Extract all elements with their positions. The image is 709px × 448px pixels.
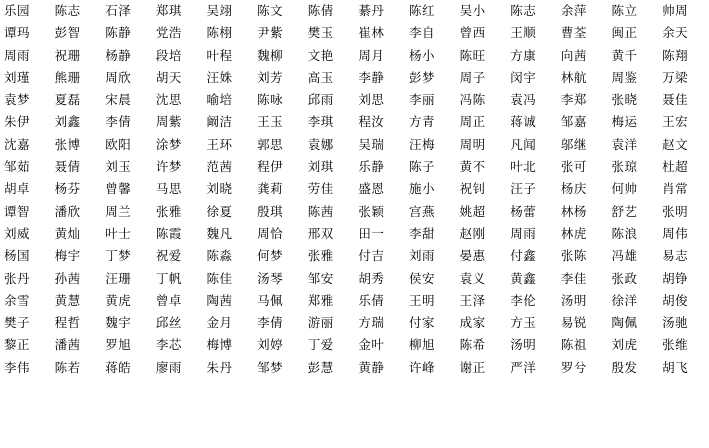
name-cell: 聂佳: [662, 92, 689, 108]
name-cell: 金叶: [358, 337, 385, 353]
name-cell: 袁梦: [4, 92, 31, 108]
name-cell: 邹茹: [4, 159, 31, 175]
name-cell: 周兰: [105, 203, 132, 219]
name-cell: 沈思: [155, 92, 182, 108]
name-cell: 方瑞: [358, 315, 385, 331]
name-cell: 付吉: [358, 248, 385, 264]
name-cell: 谭智: [4, 203, 31, 219]
name-cell: 罗旭: [105, 337, 132, 353]
name-cell: 汪梅: [409, 136, 436, 152]
name-cell: 马佩: [257, 292, 284, 308]
name-cell: 黄静: [358, 359, 385, 375]
name-cell: 付家: [409, 315, 436, 331]
name-cell: 谢正: [459, 359, 486, 375]
name-cell: 陈立: [611, 3, 638, 18]
name-cell: 汤驰: [662, 315, 689, 331]
name-cell: 周正: [459, 114, 486, 130]
name-cell: 涂梦: [155, 136, 182, 152]
name-cell: 乐园: [4, 3, 31, 18]
name-cell: 叶士: [105, 225, 132, 241]
name-cell: 杨小: [409, 47, 436, 63]
name-cell: 冯雄: [611, 248, 638, 264]
name-cell: 郭思: [257, 136, 284, 152]
name-cell: 易锐: [560, 315, 587, 331]
name-cell: 汪子: [510, 181, 537, 197]
name-cell: 朱伊: [4, 114, 31, 130]
name-cell: 胡卓: [4, 181, 31, 197]
name-cell: 舒艺: [611, 203, 638, 219]
name-cell: 丁帆: [155, 270, 182, 286]
name-cell: 黄慧: [54, 292, 81, 308]
name-cell: 赵文: [662, 136, 689, 152]
name-cell: 陶佩: [611, 315, 638, 331]
name-cell: 郑雅: [307, 292, 334, 308]
name-cell: 李静: [358, 69, 385, 85]
name-cell: 陈茜: [307, 203, 334, 219]
name-cell: 刘瑾: [4, 69, 31, 85]
name-cell: 余萍: [560, 3, 587, 18]
name-cell: 胡铮: [662, 270, 689, 286]
name-cell: 黄千: [611, 47, 638, 63]
name-cell: 胡秀: [358, 270, 385, 286]
name-cell: 杨芬: [54, 181, 81, 197]
name-cell: 李丽: [409, 92, 436, 108]
name-cell: 曾卓: [155, 292, 182, 308]
name-cell: 张晓: [611, 92, 638, 108]
name-cell: 邱丝: [155, 315, 182, 331]
name-cell: 吴翊: [206, 3, 233, 18]
name-cell: 祝钊: [459, 181, 486, 197]
name-cell: 陶茜: [206, 292, 233, 308]
name-cell: 陈咏: [257, 92, 284, 108]
name-cell: 付鑫: [510, 248, 537, 264]
name-cell: 陈旺: [459, 47, 486, 63]
name-cell: 朱丹: [206, 359, 233, 375]
name-cell: 陈红: [409, 3, 436, 18]
name-cell: 王环: [206, 136, 233, 152]
name-cell: 周伟: [662, 225, 689, 241]
name-cell: 石泽: [105, 3, 132, 18]
name-cell: 杨蕾: [510, 203, 537, 219]
name-cell: 徐夏: [206, 203, 233, 219]
name-cell: 魏柳: [257, 47, 284, 63]
name-cell: 胡俊: [662, 292, 689, 308]
name-cell: 严洋: [510, 359, 537, 375]
name-cell: 晏惠: [459, 248, 486, 264]
name-cell: 李伦: [510, 292, 537, 308]
name-cell: 周雨: [510, 225, 537, 241]
name-cell: 刘威: [4, 225, 31, 241]
name-cell: 龚莉: [257, 181, 284, 197]
name-cell: 凡闻: [510, 136, 537, 152]
name-cell: 孙茜: [54, 270, 81, 286]
name-cell: 张丹: [4, 270, 31, 286]
name-cell: 程汝: [358, 114, 385, 130]
name-cell: 李甜: [409, 225, 436, 241]
name-cell: 刘琪: [307, 159, 334, 175]
name-cell: 方康: [510, 47, 537, 63]
name-cell: 丁梦: [105, 248, 132, 264]
name-cell: 王明: [409, 292, 436, 308]
name-cell: 黄不: [459, 159, 486, 175]
name-cell: 周鉴: [611, 69, 638, 85]
name-cell: 王泽: [459, 292, 486, 308]
name-cell: 陈希: [459, 337, 486, 353]
name-cell: 邢双: [307, 225, 334, 241]
name-cell: 汤明: [510, 337, 537, 353]
name-cell: 吴瑞: [358, 136, 385, 152]
name-cell: 汤琴: [257, 270, 284, 286]
name-cell: 叶北: [510, 159, 537, 175]
name-cell: 陈子: [409, 159, 436, 175]
name-cell: 黄灿: [54, 225, 81, 241]
name-cell: 邹梦: [257, 359, 284, 375]
name-cell: 魏宇: [105, 315, 132, 331]
name-cell: 胡飞: [662, 359, 689, 375]
name-cell: 周月: [358, 47, 385, 63]
name-cell: 张陈: [560, 248, 587, 264]
name-cell: 汪姝: [206, 69, 233, 85]
name-cell: 李伟: [4, 359, 31, 375]
name-cell: 陈倩: [307, 3, 334, 18]
name-cell: 柳旭: [409, 337, 436, 353]
name-cell: 黎正: [4, 337, 31, 353]
name-cell: 曾西: [459, 25, 486, 41]
name-cell: 李琪: [307, 114, 334, 130]
name-cell: 帅周: [662, 3, 689, 18]
name-cell: 陈淼: [206, 248, 233, 264]
name-cell: 袁冯: [510, 92, 537, 108]
name-cell: 陈志: [54, 3, 81, 18]
name-cell: 张雅: [155, 203, 182, 219]
name-cell: 曹荃: [560, 25, 587, 41]
name-cell: 范茜: [206, 159, 233, 175]
name-cell: 杜超: [662, 159, 689, 175]
name-cell: 闵宇: [510, 69, 537, 85]
name-cell: 姚超: [459, 203, 486, 219]
name-cell: 许梦: [155, 159, 182, 175]
name-cell: 张颖: [358, 203, 385, 219]
name-cell: 许峰: [409, 359, 436, 375]
name-cell: 张雅: [307, 248, 334, 264]
name-cell: 聂倩: [54, 159, 81, 175]
name-cell: 沈嘉: [4, 136, 31, 152]
name-cell: 陈佳: [206, 270, 233, 286]
name-cell: 欧阳: [105, 136, 132, 152]
name-cell: 叶程: [206, 47, 233, 63]
name-cell: 陈文: [257, 3, 284, 18]
name-cell: 袁洋: [611, 136, 638, 152]
name-cell: 肖常: [662, 181, 689, 197]
name-cell: 盛恩: [358, 181, 385, 197]
name-cell: 李佳: [560, 270, 587, 286]
name-cell: 李芯: [155, 337, 182, 353]
name-cell: 刘雨: [409, 248, 436, 264]
name-cell: 陈若: [54, 359, 81, 375]
name-cell: 何梦: [257, 248, 284, 264]
name-cell: 魏凡: [206, 225, 233, 241]
name-cell: 张维: [662, 337, 689, 353]
name-cell: 马思: [155, 181, 182, 197]
name-cell: 郑琪: [155, 3, 182, 18]
name-cell: 何帅: [611, 181, 638, 197]
name-cell: 宫燕: [409, 203, 436, 219]
name-cell: 万梁: [662, 69, 689, 85]
name-cell: 胡天: [155, 69, 182, 85]
name-cell: 程哲: [54, 315, 81, 331]
name-cell: 黄鑫: [510, 270, 537, 286]
name-cell: 祝爱: [155, 248, 182, 264]
name-cell: 宋晨: [105, 92, 132, 108]
name-cell: 綦丹: [358, 3, 385, 18]
name-cell: 曾馨: [105, 181, 132, 197]
name-cell: 党浩: [155, 25, 182, 41]
name-cell: 张琼: [611, 159, 638, 175]
name-cell: 冯陈: [459, 92, 486, 108]
name-cell: 喻培: [206, 92, 233, 108]
name-cell: 樊子: [4, 315, 31, 331]
name-cell: 张明: [662, 203, 689, 219]
name-cell: 吴小: [459, 3, 486, 18]
name-cell: 崔林: [358, 25, 385, 41]
name-cell: 余雪: [4, 292, 31, 308]
name-cell: 余天: [662, 25, 689, 41]
name-cell: 彭慧: [307, 359, 334, 375]
name-cell: 袁娜: [307, 136, 334, 152]
name-cell: 徐洋: [611, 292, 638, 308]
name-cell: 李郑: [560, 92, 587, 108]
name-cell: 袁义: [459, 270, 486, 286]
name-cell: 汤明: [560, 292, 587, 308]
name-cell: 陈志: [510, 3, 537, 18]
name-cell: 邹嘉: [560, 114, 587, 130]
name-cell: 梅博: [206, 337, 233, 353]
name-cell: 乐倩: [358, 292, 385, 308]
name-cell: 周子: [459, 69, 486, 85]
name-cell: 王宏: [662, 114, 689, 130]
name-cell: 成家: [459, 315, 486, 331]
name-cell: 杨静: [105, 47, 132, 63]
name-cell: 劳佳: [307, 181, 334, 197]
name-cell: 田一: [358, 225, 385, 241]
name-cell: 周明: [459, 136, 486, 152]
name-cell: 林航: [560, 69, 587, 85]
name-cell: 尹紫: [257, 25, 284, 41]
name-cell: 乐静: [358, 159, 385, 175]
name-cell: 段培: [155, 47, 182, 63]
name-cell: 李倩: [257, 315, 284, 331]
name-cell: 邬继: [560, 136, 587, 152]
name-cell: 彭梦: [409, 69, 436, 85]
name-cell: 金月: [206, 315, 233, 331]
name-cell: 刘鑫: [54, 114, 81, 130]
name-cell: 李倩: [105, 114, 132, 130]
name-cell: 刘思: [358, 92, 385, 108]
name-cell: 程伊: [257, 159, 284, 175]
name-cell: 向茜: [560, 47, 587, 63]
name-cell: 梅宇: [54, 248, 81, 264]
name-cell: 汪珊: [105, 270, 132, 286]
name-cell: 闽正: [611, 25, 638, 41]
name-cell: 陈浪: [611, 225, 638, 241]
name-cell: 罗兮: [560, 359, 587, 375]
name-cell: 阚洁: [206, 114, 233, 130]
name-cell: 李自: [409, 25, 436, 41]
name-cell: 刘玉: [105, 159, 132, 175]
name-cell: 周欣: [105, 69, 132, 85]
name-cell: 刘虎: [611, 337, 638, 353]
name-cell: 杨庆: [560, 181, 587, 197]
name-cell: 谭玛: [4, 25, 31, 41]
name-cell: 陈霞: [155, 225, 182, 241]
name-cell: 蒋诚: [510, 114, 537, 130]
name-cell: 游丽: [307, 315, 334, 331]
name-cell: 殷琪: [257, 203, 284, 219]
name-cell: 杨国: [4, 248, 31, 264]
name-cell: 张博: [54, 136, 81, 152]
name-cell: 周紫: [155, 114, 182, 130]
name-cell: 梅运: [611, 114, 638, 130]
name-cell: 陈翔: [662, 47, 689, 63]
name-cell: 陈静: [105, 25, 132, 41]
name-cell: 邱雨: [307, 92, 334, 108]
name-cell: 赵刚: [459, 225, 486, 241]
name-cell: 樊玉: [307, 25, 334, 41]
name-cell: 高玉: [307, 69, 334, 85]
name-cell: 陈栩: [206, 25, 233, 41]
name-cell: 刘芳: [257, 69, 284, 85]
name-cell: 刘晓: [206, 181, 233, 197]
name-cell: 潘茜: [54, 337, 81, 353]
name-cell: 文艳: [307, 47, 334, 63]
name-cell: 彭智: [54, 25, 81, 41]
name-cell: 殷发: [611, 359, 638, 375]
name-cell: 王玉: [257, 114, 284, 130]
name-cell: 张政: [611, 270, 638, 286]
name-cell: 廖雨: [155, 359, 182, 375]
name-cell: 黄虎: [105, 292, 132, 308]
name-cell: 蒋皓: [105, 359, 132, 375]
name-cell: 邹安: [307, 270, 334, 286]
name-cell: 林虎: [560, 225, 587, 241]
name-cell: 张可: [560, 159, 587, 175]
name-cell: 施小: [409, 181, 436, 197]
name-cell: 易志: [662, 248, 689, 264]
name-cell: 陈祖: [560, 337, 587, 353]
name-cell: 周恰: [257, 225, 284, 241]
name-cell: 熊珊: [54, 69, 81, 85]
name-cell: 王顺: [510, 25, 537, 41]
name-cell: 潘欣: [54, 203, 81, 219]
name-cell: 方青: [409, 114, 436, 130]
name-cell: 刘婷: [257, 337, 284, 353]
name-cell: 方玉: [510, 315, 537, 331]
name-cell: 侯安: [409, 270, 436, 286]
name-cell: 祝珊: [54, 47, 81, 63]
name-cell: 林杨: [560, 203, 587, 219]
name-cell: 夏磊: [54, 92, 81, 108]
name-cell: 周雨: [4, 47, 31, 63]
name-cell: 丁爱: [307, 337, 334, 353]
